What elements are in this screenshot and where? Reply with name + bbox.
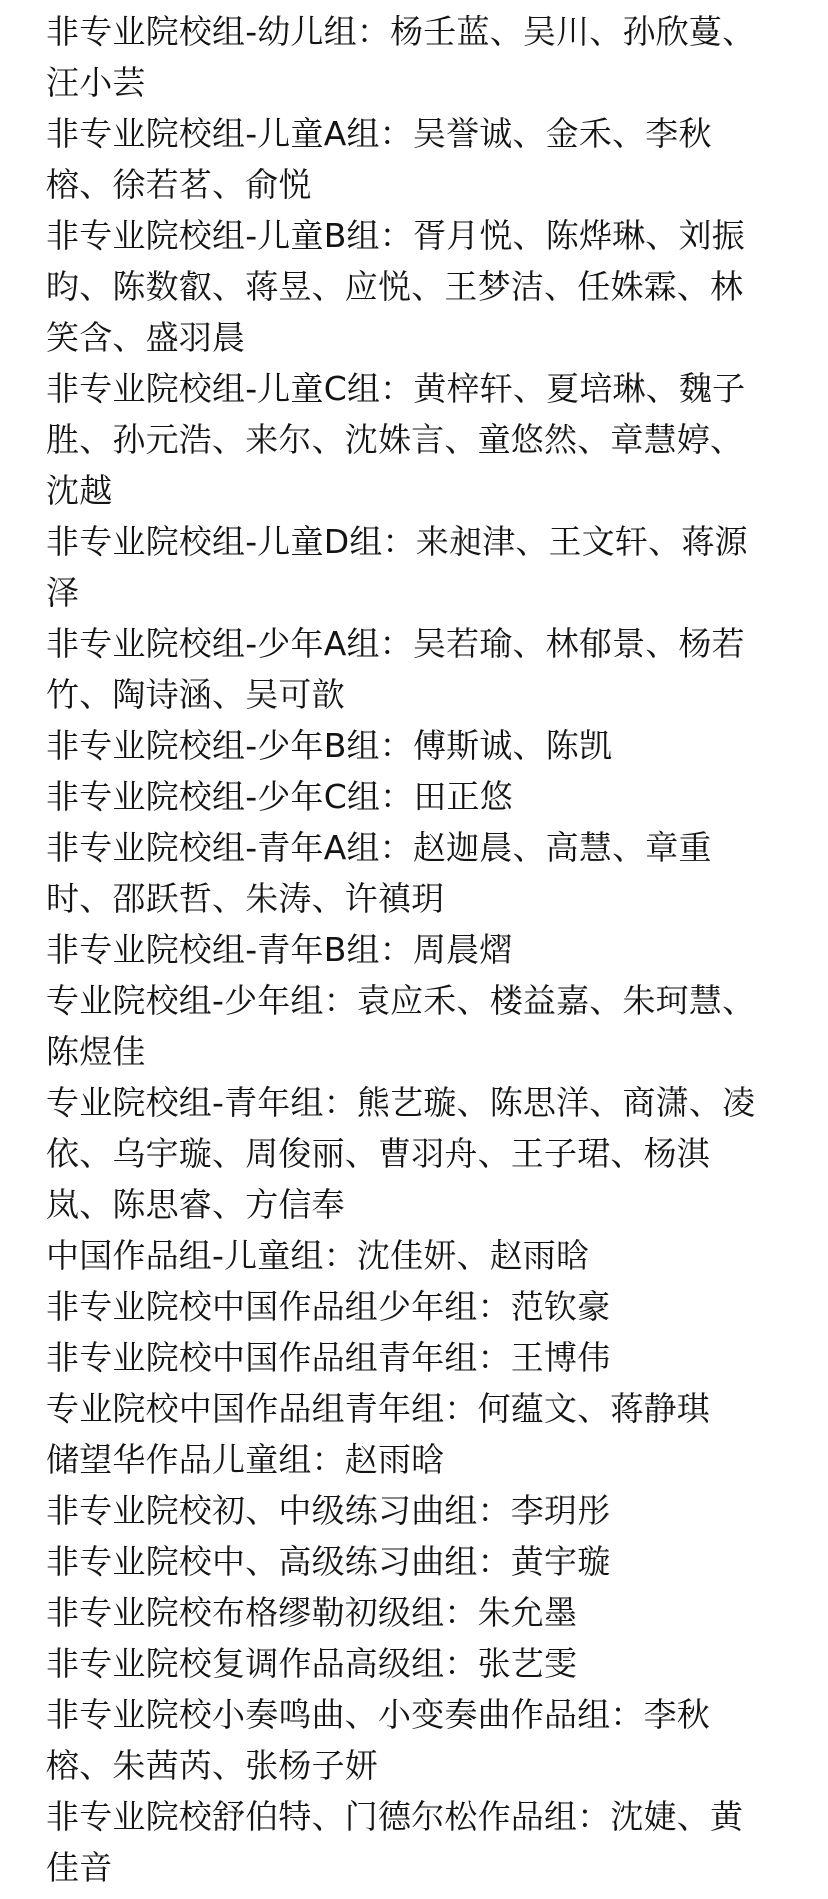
result-entry: 非专业院校组-儿童C组：黄梓轩、夏培琳、魏子胜、孙元浩、来尔、沈姝言、童悠然、章慧婷、沈越 xyxy=(46,369,746,510)
result-entry: 非专业院校组-青年B组：周晨熠 xyxy=(46,930,513,969)
result-entry: 专业院校组-少年组：袁应禾、楼益嘉、朱珂慧、陈煜佳 xyxy=(46,981,756,1071)
result-entry: 非专业院校初、中级练习曲组：李玥彤 xyxy=(46,1491,611,1530)
result-entry: 非专业院校中国作品组少年组：范钦豪 xyxy=(46,1287,611,1326)
result-entry: 专业院校中国作品组青年组：何蕴文、蒋静琪 xyxy=(46,1389,710,1428)
result-entry: 非专业院校组-青年A组：赵迦晨、高慧、章重时、邵跃哲、朱涛、许禛玥 xyxy=(46,828,712,918)
result-entry: 非专业院校布格缪勒初级组：朱允墨 xyxy=(46,1593,578,1632)
results-entry-list xyxy=(46,6,776,1893)
result-entry: 中国作品组-儿童组：沈佳妍、赵雨晗 xyxy=(46,1236,590,1275)
result-entry: 非专业院校组-儿童A组：吴誉诚、金禾、李秋榕、徐若茗、俞悦 xyxy=(46,114,712,204)
result-entry: 非专业院校复调作品高级组：张艺雯 xyxy=(46,1644,578,1683)
result-entry: 非专业院校组-少年B组：傅斯诚、陈凯 xyxy=(46,726,613,765)
result-entry: 非专业院校组-儿童B组：胥月悦、陈烨琳、刘振昀、陈数叡、蒋昱、应悦、王梦洁、任姝霖、林笑含、盛羽晨 xyxy=(46,216,745,357)
result-entry: 非专业院校中国作品组青年组：王博伟 xyxy=(46,1338,611,1377)
result-entry: 储望华作品儿童组：赵雨晗 xyxy=(46,1440,445,1479)
result-entry: 专业院校组-青年组：熊艺璇、陈思洋、商潇、凌依、乌宇璇、周俊丽、曹羽舟、王子珺、杨淇岚、陈思睿、方信奉 xyxy=(46,1083,756,1224)
result-entry: 非专业院校组-儿童D组：来昶津、王文轩、蒋源泽 xyxy=(46,522,748,612)
result-entry: 非专业院校小奏鸣曲、小变奏曲作品组：李秋榕、朱茜芮、张杨子妍 xyxy=(46,1695,710,1785)
result-entry: 非专业院校组-幼儿组：杨壬蓝、吴川、孙欣蔓、汪小芸 xyxy=(46,12,756,102)
result-entry: 非专业院校组-少年C组：田正悠 xyxy=(46,777,513,816)
result-entry: 非专业院校中、高级练习曲组：黄宇璇 xyxy=(46,1542,611,1581)
result-entry: 非专业院校舒伯特、门德尔松作品组：沈婕、黄佳音 xyxy=(46,1797,744,1887)
result-entry: 非专业院校组-少年A组：吴若瑜、林郁景、杨若竹、陶诗涵、吴可歆 xyxy=(46,624,745,714)
